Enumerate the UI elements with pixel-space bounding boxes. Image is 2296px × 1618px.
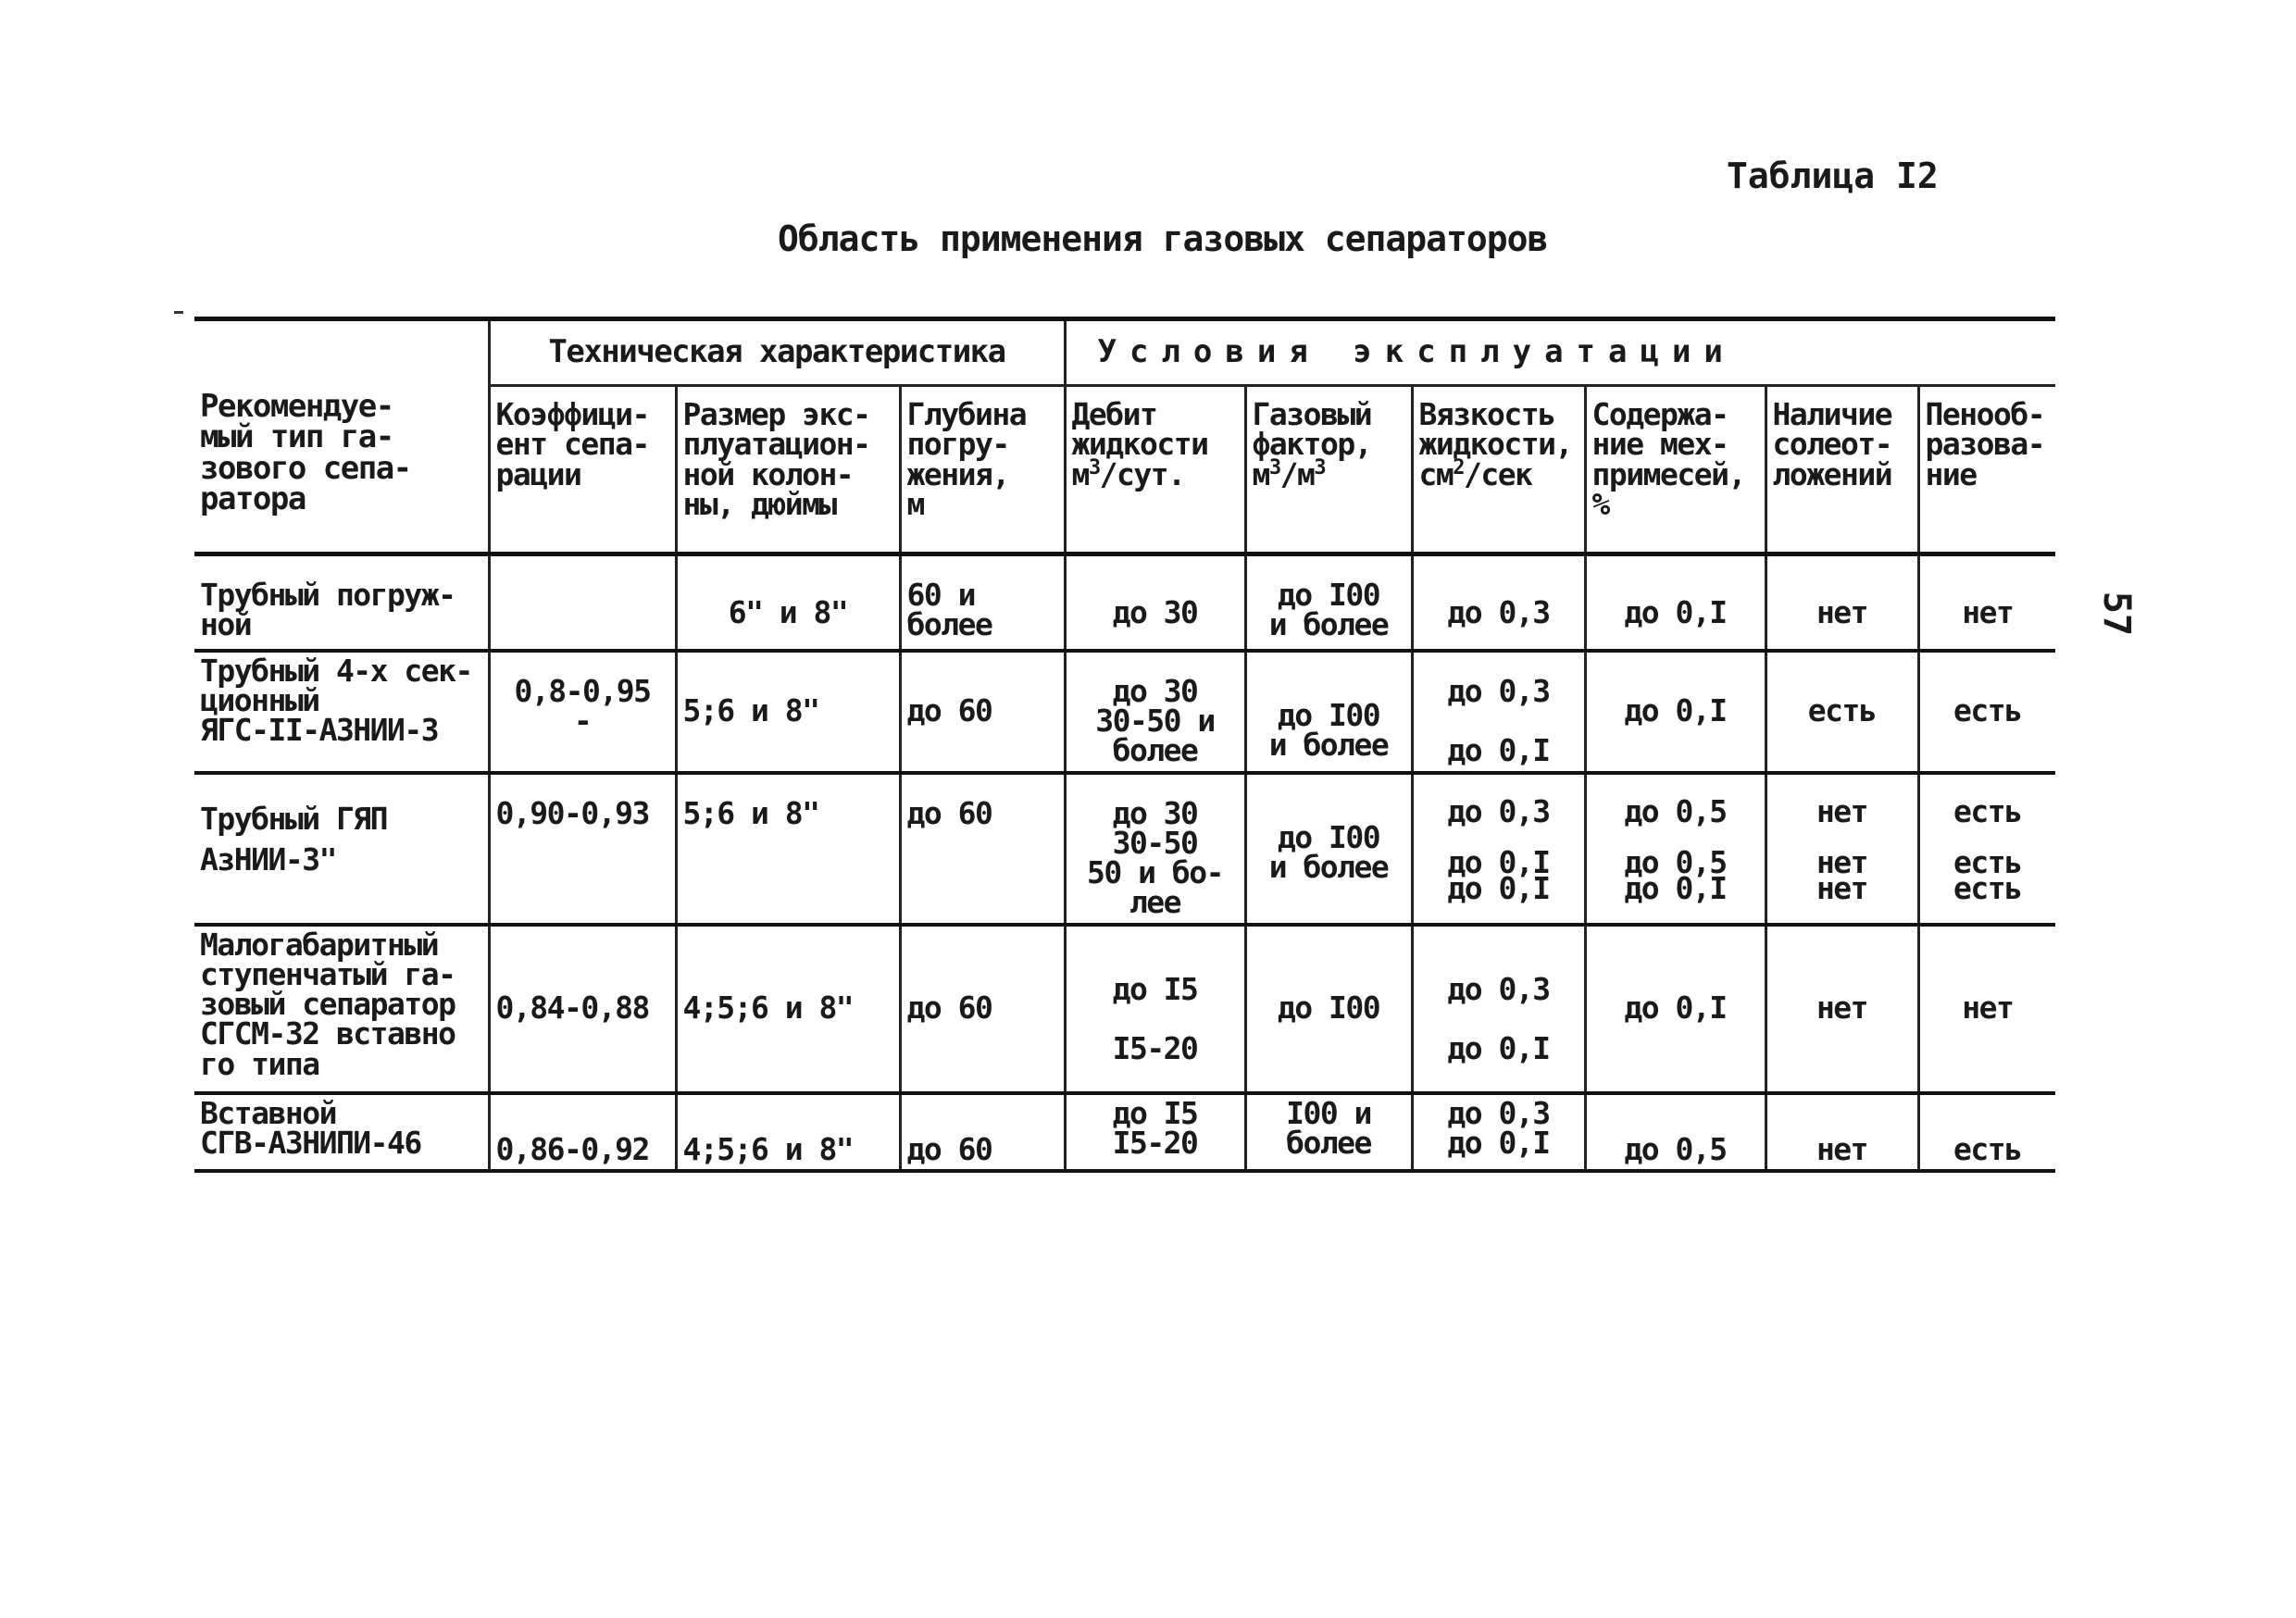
table-number: Таблица I2 (1727, 156, 1939, 196)
cell-salt: нет (1766, 925, 1918, 1093)
cell-debit: до I5 I5-20 (1065, 925, 1245, 1093)
col-header-visc-tail: /сек (1464, 455, 1532, 492)
col-header-gas-sup: 3 (1268, 455, 1280, 479)
table-row (194, 651, 2055, 773)
col-header-viscosity (1412, 386, 1585, 554)
cell-viscosity: до 0,3 до 0,I (1412, 651, 1585, 773)
cell-depth: до 60 (900, 651, 1065, 773)
cell-gas-factor: до I00 и более (1245, 773, 1412, 925)
cell-name: Малогабаритный ступенчатый га- зовый сепаратор СГСМ-32 вставно го типа (194, 925, 489, 1093)
cell-gas-factor: до I00 (1245, 925, 1412, 1093)
cell-coefficient: 0,84-0,88 (489, 925, 676, 1093)
cell-size: 5;6 и 8" (676, 773, 900, 925)
col-header-foaming: Пенооб- разова- ние (1918, 386, 2055, 554)
cell-name: Трубный погруж- ной (194, 554, 489, 651)
cell-mech: до 0,I (1585, 651, 1766, 773)
cell-coefficient: 0,90-0,93 (489, 773, 676, 925)
cell-size: 5;6 и 8" (676, 651, 900, 773)
col-header-mech-impurities: Содержа- ние мех- примесей, % (1585, 386, 1766, 554)
table-row (194, 773, 2055, 925)
col-header-gas-main: Газовый фактор, м (1252, 396, 1372, 492)
col-header-visc-main: Вязкость жидкости, см (1418, 396, 1572, 492)
cell-size: 4;5;6 и 8" (676, 925, 900, 1093)
cell-mech: до 0,I (1585, 925, 1766, 1093)
cell-coefficient: 0,86-0,92 (489, 1093, 676, 1171)
cell-depth: до 60 (900, 1093, 1065, 1171)
cell-gas-factor: I00 и более (1245, 1093, 1412, 1171)
cell-depth: 60 и более (900, 554, 1065, 651)
col-header-casing-size: Размер экс- плуатацион- ной колон- ны, дюймы (676, 386, 900, 554)
cell-salt: нет (1766, 1093, 1918, 1171)
col-header-gas-factor (1245, 386, 1412, 554)
col-header-debit (1065, 386, 1245, 554)
table-row (194, 554, 2055, 651)
cell-size: 6" и 8" (676, 554, 900, 651)
cell-debit: до 30 30-50 50 и бо- лее (1065, 773, 1245, 925)
cell-debit: до I5 I5-20 (1065, 1093, 1245, 1171)
cell-foam: есть (1918, 651, 2055, 773)
cell-depth: до 60 (900, 773, 1065, 925)
table-title: Область применения газовых сепараторов (778, 218, 1548, 259)
cell-foam: нет (1918, 925, 2055, 1093)
cell-debit: до 30 (1065, 554, 1245, 651)
cell-viscosity: до 0,3 (1412, 554, 1585, 651)
cell-foam: есть есть есть (1918, 773, 2055, 925)
col-header-gas-sup2: 3 (1314, 455, 1326, 479)
cell-name: Трубный 4-х сек- ционный ЯГС-II-АЗНИИ-3 (194, 651, 489, 773)
col-header-visc-sup: 2 (1453, 455, 1464, 479)
cell-foam: есть (1918, 1093, 2055, 1171)
cell-coefficient (489, 554, 676, 651)
row-header-separator-type: Рекомендуе- мый тип га- зового сепа- ратора (194, 319, 489, 554)
cell-viscosity: до 0,3 до 0,I (1412, 1093, 1585, 1171)
col-header-debit-main: Дебит жидкости м (1071, 396, 1208, 492)
col-header-debit-tail: /сут. (1099, 455, 1185, 492)
col-header-debit-sup: 3 (1088, 455, 1100, 479)
cell-foam: нет (1918, 554, 2055, 651)
cell-viscosity: до 0,3 до 0,I до 0,I (1412, 773, 1585, 925)
group-header-operating: Условия эксплуатации (1065, 319, 2055, 386)
cell-mech: до 0,5 до 0,5 до 0,I (1585, 773, 1766, 925)
page-number: 57 (2095, 591, 2139, 637)
cell-name: Трубный ГЯП АзНИИ-3" (194, 773, 489, 925)
col-header-depth: Глубина погру- жения, м (900, 386, 1065, 554)
table-row (194, 925, 2055, 1093)
cell-salt: нет (1766, 554, 1918, 651)
cell-depth: до 60 (900, 925, 1065, 1093)
gas-separator-table (194, 317, 2055, 1173)
col-header-coefficient: Коэффици- ент сепа- рации (489, 386, 676, 554)
cell-salt: есть (1766, 651, 1918, 773)
col-header-gas-mid: /м (1279, 455, 1315, 492)
table-row (194, 1093, 2055, 1171)
col-header-salt-deposits: Наличие солеот- ложений (1766, 386, 1918, 554)
cell-viscosity: до 0,3 до 0,I (1412, 925, 1585, 1093)
cell-gas-factor: до I00 и более (1245, 651, 1412, 773)
cell-debit: до 30 30-50 и более (1065, 651, 1245, 773)
cell-salt: нет нет нет (1766, 773, 1918, 925)
cell-mech: до 0,I (1585, 554, 1766, 651)
cell-name: Вставной СГВ-АЗНИПИ-46 (194, 1093, 489, 1171)
group-header-technical: Техническая характеристика (489, 319, 1065, 386)
cell-gas-factor: до I00 и более (1245, 554, 1412, 651)
cell-coefficient: 0,8-0,95 - (489, 651, 676, 773)
scan-artifact (174, 311, 183, 314)
cell-size: 4;5;6 и 8" (676, 1093, 900, 1171)
cell-mech: до 0,5 (1585, 1093, 1766, 1171)
